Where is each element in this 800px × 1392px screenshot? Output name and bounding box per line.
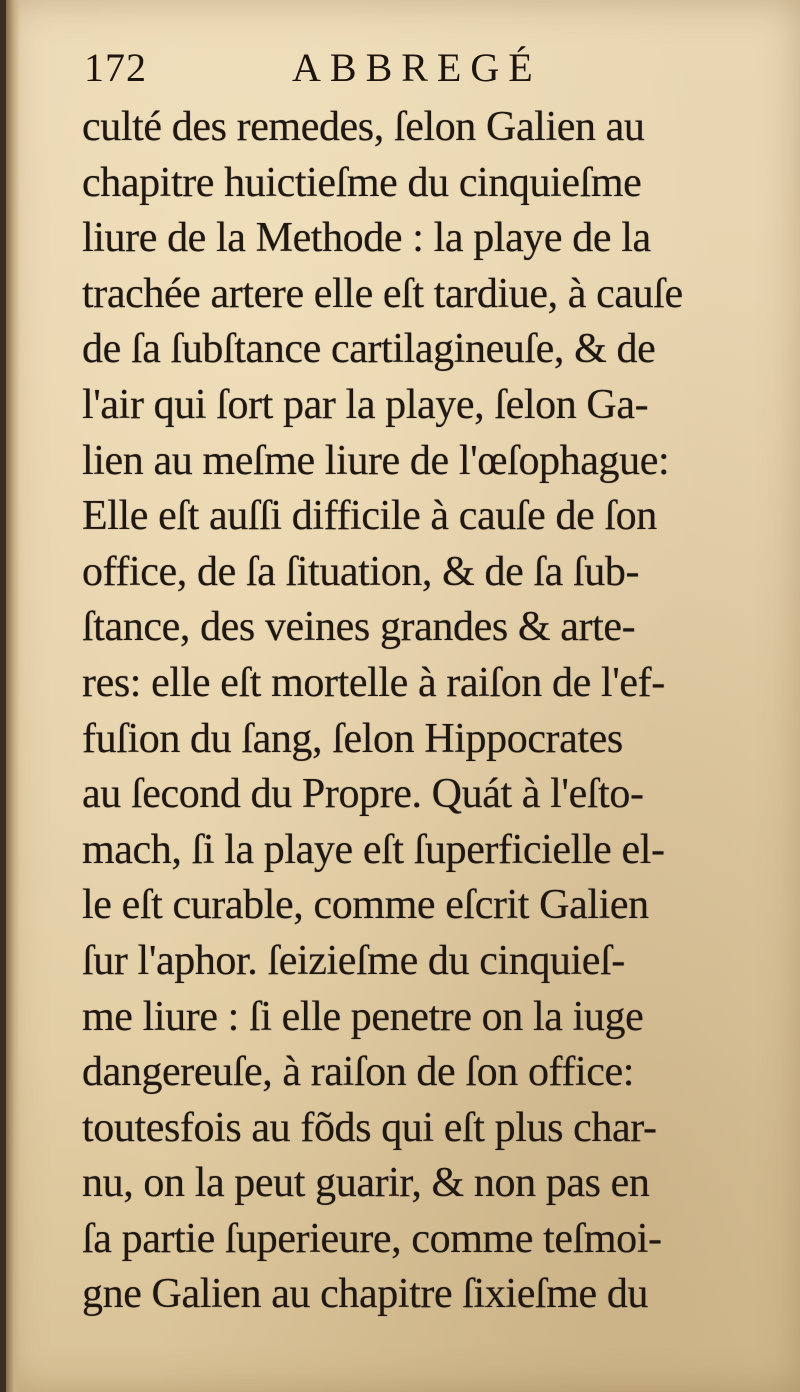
text-line: mach, ſi la playe eſt ſuperficielle el- [82, 826, 665, 873]
text-line: ſtance, des veines grandes & arte- [82, 604, 636, 651]
book-page [6, 0, 800, 1392]
text-line: gne Galien au chapitre ſixieſme du [82, 1271, 649, 1318]
text-line: culté des remedes, ſelon Galien au [82, 104, 645, 150]
text-line: toutesfois au fõds qui eſt plus char- [82, 1104, 657, 1151]
text-line: l'air qui ſort par la playe, ſelon Ga- [82, 381, 649, 428]
text-line: au ſecond du Propre. Quát à l'eſto- [82, 771, 644, 818]
text-line: nu, on la peut guarir, & non pas en [82, 1160, 650, 1207]
text-line: res: elle eſt mortelle à raiſon de l'ef- [82, 659, 665, 706]
text-line: lien au meſme liure de l'œſophague: [82, 437, 670, 484]
text-line: ſa partie ſuperieure, comme teſmoi- [82, 1215, 662, 1262]
text-line: de ſa ſubſtance cartilagineuſe, & de [82, 326, 656, 373]
page-number: 172 [84, 45, 147, 90]
body-text [82, 100, 782, 1323]
text-line: ſur l'aphor. ſeizieſme du cinquieſ- [82, 937, 625, 984]
text-line: Elle eſt auſſi difficile à cauſe de ſon [82, 493, 657, 540]
text-line: trachée artere elle eſt tardiue, à cauſe [82, 270, 683, 317]
running-head [84, 40, 784, 100]
text-line: fuſion du ſang, ſelon Hippocrates [82, 715, 623, 762]
text-line: liure de la Methode : la playe de la [82, 215, 651, 262]
text-line: me liure : ſi elle penetre on la iuge [82, 993, 644, 1040]
text-line: le eſt curable, comme eſcrit Galien [82, 882, 649, 929]
page-gutter-shadow [6, 0, 20, 1392]
text-line: office, de ſa ſituation, & de ſa ſub- [82, 548, 640, 595]
running-title: ABBREGÉ [292, 45, 542, 90]
text-line: dangereuſe, à raiſon de ſon office: [82, 1049, 634, 1096]
text-line: chapitre huictieſme du cinquieſme [82, 159, 642, 206]
